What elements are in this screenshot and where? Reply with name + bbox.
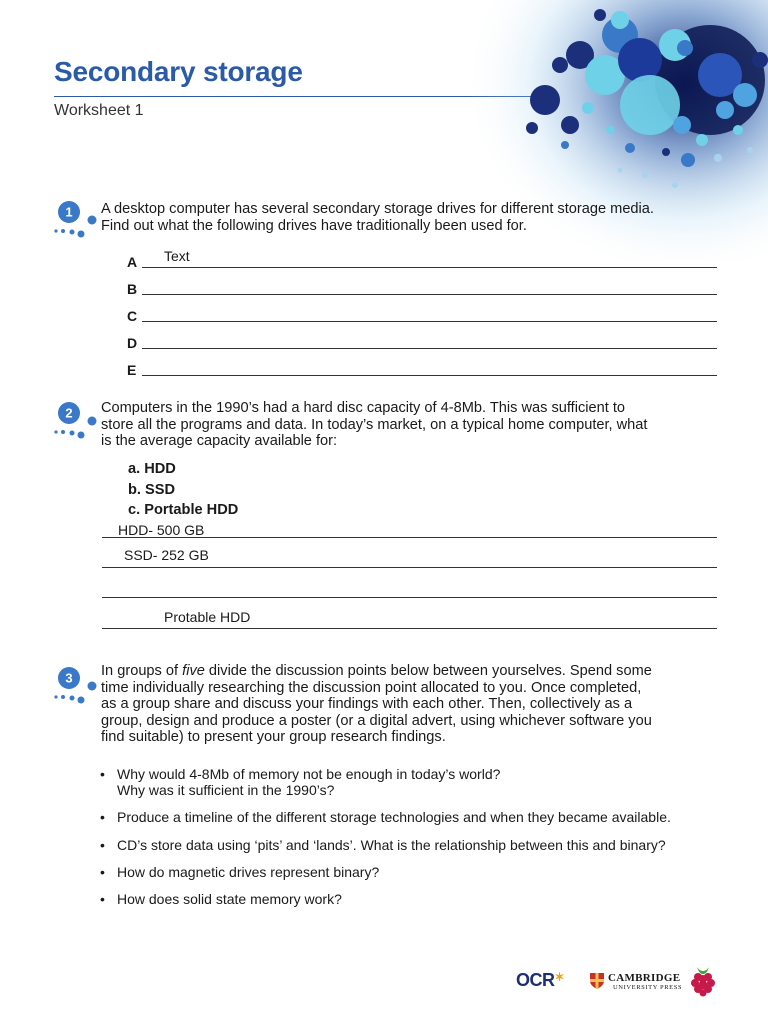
question-2-number: 2 bbox=[65, 405, 73, 421]
ocr-logo-text: OCR bbox=[516, 970, 555, 990]
bullet-marker: • bbox=[100, 837, 105, 853]
answer-line-d[interactable] bbox=[142, 348, 717, 349]
response-portable-hdd: Protable HDD bbox=[164, 609, 251, 625]
discussion-point-1 bbox=[117, 766, 500, 798]
response-line-1[interactable] bbox=[102, 537, 717, 538]
answer-line-b[interactable] bbox=[142, 294, 717, 295]
question-1-line: Find out what the following drives have traditionally been used for. bbox=[101, 217, 527, 234]
option-portable-hdd: c. Portable HDD bbox=[128, 502, 239, 518]
discussion-point-5: How does solid state memory work? bbox=[117, 891, 342, 907]
answer-line-e[interactable] bbox=[142, 375, 717, 376]
question-3-number: 3 bbox=[65, 670, 73, 686]
cambridge-press: UNIVERSITY PRESS bbox=[613, 984, 683, 991]
option-hdd: a. HDD bbox=[128, 461, 176, 477]
answer-a-text: Text bbox=[164, 248, 190, 264]
question-2-line: store all the programs and data. In today’s market, on a typical home computer, what bbox=[101, 416, 648, 433]
raspberry-pi-logo-icon bbox=[688, 964, 718, 998]
question-3-line: as a group share and discuss your findings with each other. Then, collectively as a bbox=[101, 696, 633, 712]
question-2-line: Computers in the 1990’s had a hard disc capacity of 4-8Mb. This was sufficient to bbox=[101, 400, 626, 416]
response-line-3[interactable] bbox=[102, 597, 717, 598]
ocr-star-icon: ✶ bbox=[554, 970, 565, 984]
page-title: Secondary storage bbox=[54, 56, 303, 87]
question-2-text bbox=[101, 400, 647, 450]
title-underline bbox=[54, 96, 534, 97]
cambridge-shield-icon bbox=[589, 972, 605, 990]
question-1-text bbox=[101, 201, 654, 234]
bullet-marker: • bbox=[100, 766, 105, 782]
ocr-logo bbox=[516, 970, 564, 991]
response-ssd: SSD- 252 GB bbox=[124, 547, 209, 563]
question-3-line bbox=[101, 663, 652, 680]
bullet-marker: • bbox=[100, 864, 105, 880]
question-3-emphasis: five bbox=[182, 663, 205, 679]
response-hdd: HDD- 500 GB bbox=[118, 522, 205, 538]
question-3-text bbox=[101, 663, 652, 746]
question-1-number: 1 bbox=[65, 204, 73, 220]
question-1-line: A desktop computer has several secondary storage drives for different storage media. bbox=[101, 201, 654, 217]
bullet-marker: • bbox=[100, 891, 105, 907]
answer-line-a[interactable] bbox=[142, 267, 717, 268]
bullet-marker: • bbox=[100, 809, 105, 825]
answer-label-c: C bbox=[127, 308, 138, 324]
answer-label-a: A bbox=[127, 254, 138, 270]
question-3-line: group, design and produce a poster (or a digital advert, using whichever software you bbox=[101, 712, 652, 729]
question-2-line: is the average capacity available for: bbox=[101, 433, 338, 449]
question-3-line1-start: In groups of bbox=[101, 663, 183, 679]
answer-label-d: D bbox=[127, 335, 138, 351]
option-ssd: b. SSD bbox=[128, 482, 176, 498]
discussion-point-3: CD’s store data using ‘pits’ and ‘lands’. What is the relationship between this and binary? bbox=[117, 837, 666, 853]
question-3-line1-end: divide the discussion points below between yourselves. Spend some bbox=[204, 663, 652, 679]
answer-label-e: E bbox=[127, 362, 137, 378]
discussion-point-4: How do magnetic drives represent binary? bbox=[117, 864, 380, 880]
discussion-point-2: Produce a timeline of the different storage technologies and when they became available. bbox=[117, 809, 671, 825]
question-3-line: time individually researching the discussion point allocated to you. Once completed, bbox=[101, 679, 642, 696]
response-line-4[interactable] bbox=[102, 628, 717, 629]
response-line-2[interactable] bbox=[102, 567, 717, 568]
worksheet-subtitle: Worksheet 1 bbox=[54, 102, 144, 119]
discussion-point-line: Why would 4-8Mb of memory not be enough in today’s world? bbox=[117, 766, 501, 782]
question-3-line: find suitable) to present your group research findings. bbox=[101, 729, 446, 745]
discussion-point-line: Why was it sufficient in the 1990’s? bbox=[117, 782, 335, 798]
answer-label-b: B bbox=[127, 281, 138, 297]
cambridge-name: CAMBRIDGE bbox=[608, 972, 681, 984]
answer-line-c[interactable] bbox=[142, 321, 717, 322]
